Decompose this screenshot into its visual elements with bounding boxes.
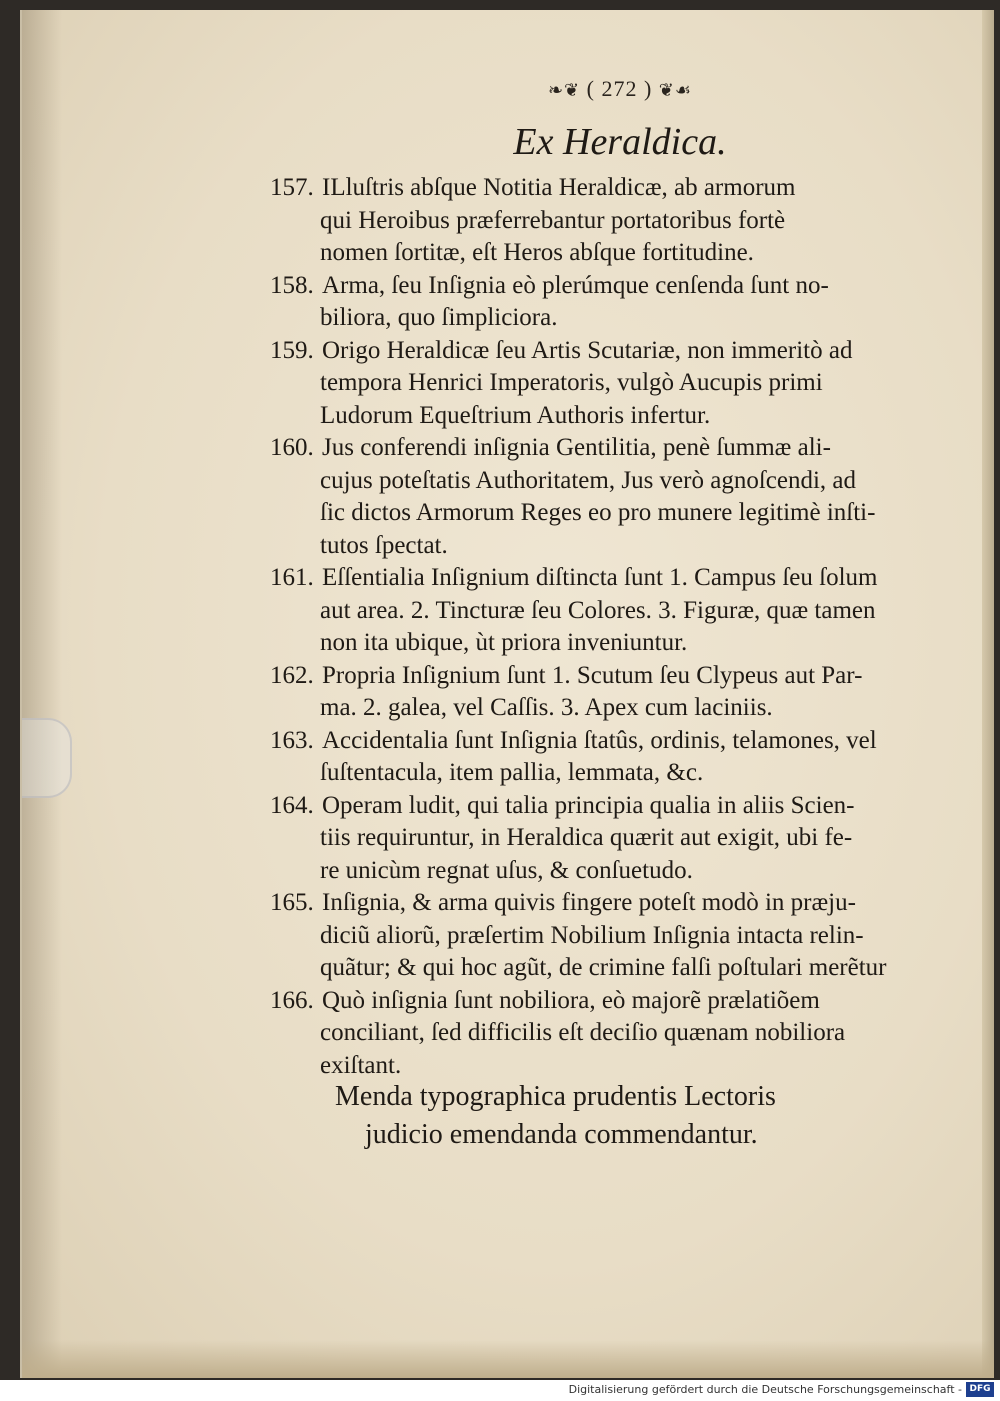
entry-first-line — [270, 270, 965, 303]
closing-line-2: judicio emendanda commendantur. — [365, 1119, 758, 1150]
entry-number: 162. — [270, 661, 314, 689]
entry-line: conciliant, ſed difficilis eſt deciſio quænam nobiliora — [320, 1019, 846, 1046]
page-edge — [982, 10, 994, 1378]
entry-line: Quò inſignia ſunt nobiliora, eò majorẽ prælatiõem — [322, 986, 820, 1014]
entry-line: diciũ aliorũ, præſertim Nobilium Inſignia intacta relin- — [320, 921, 864, 949]
entry-166 — [270, 985, 965, 1083]
entry-number: 161. — [270, 564, 314, 591]
entry-line: Inſignia, & arma quivis fingere poteſt modò in præju- — [322, 889, 856, 916]
entry-number: 163. — [270, 726, 314, 754]
entry-line: Operam ludit, qui talia principia qualia in aliis Scien- — [322, 791, 855, 819]
page-header — [500, 76, 740, 102]
entry-line: nomen ſortitæ, eſt Heros abſque fortitudine. — [320, 239, 754, 266]
entry-line: qui Heroibus præferrebantur portatoribus fortè — [320, 206, 786, 234]
entry-line: Jus conferendi inſignia Gentilitia, penè ſummæ ali- — [322, 434, 831, 461]
entry-line: non ita ubique, ùt priora inveniuntur. — [320, 629, 688, 656]
entry-number: 164. — [270, 791, 314, 819]
binding-shadow — [22, 10, 62, 1378]
section-title: Ex Heraldica. — [513, 121, 727, 163]
entry-line: ſuſtentacula, item pallia, lemmata, &c. — [320, 759, 704, 786]
entry-line: tempora Henrici Imperatoris, vulgò Aucupis primi — [320, 369, 823, 396]
entry-number: 160. — [270, 434, 314, 461]
entry-line: Accidentalia ſunt Inſignia ſtatûs, ordinis, telamones, vel — [322, 726, 877, 754]
closing-note — [335, 1078, 895, 1154]
page-number: ( 272 ) — [586, 76, 653, 101]
footer-bar — [0, 1380, 1000, 1401]
entry-165 — [270, 887, 965, 985]
entry-list — [270, 172, 965, 1082]
entry-161 — [270, 562, 965, 660]
page-bottom-edge — [22, 1340, 994, 1378]
entry-160 — [270, 432, 965, 562]
entry-first-line — [270, 725, 965, 758]
closing-line-1: Menda typographica prudentis Lectoris — [335, 1081, 776, 1112]
entry-first-line — [270, 172, 965, 205]
entry-157 — [270, 172, 965, 270]
entry-line: cujus poteſtatis Authoritatem, Jus verò agnoſcendi, ad — [320, 466, 856, 494]
entry-number: 159. — [270, 336, 314, 364]
footer-credit: Digitalisierung gefördert durch die Deutsche Forschungsgemeinschaft - — [568, 1383, 962, 1396]
entry-164 — [270, 790, 965, 888]
entry-line: exiſtant. — [320, 1051, 402, 1079]
entry-line: tiis requiruntur, in Heraldica quærit aut exigit, ubi fe- — [320, 824, 853, 851]
entry-line: Arma, ſeu Inſignia eò plerúmque cenſenda ſunt no- — [322, 271, 829, 299]
entry-line: ILluſtris abſque Notitia Heraldicæ, ab armorum — [322, 174, 796, 201]
dfg-logo: DFG — [966, 1382, 994, 1397]
ornament-right-icon: ❦☙ — [658, 80, 693, 100]
entry-line: re unicùm regnat uſus, & conſuetudo. — [320, 856, 693, 884]
entry-158 — [270, 270, 965, 335]
entry-line: Eſſentialia Inſignium diſtincta ſunt 1. Campus ſeu ſolum — [322, 564, 878, 591]
entry-line: ma. 2. galea, vel Caſſis. 3. Apex cum laciniis. — [320, 694, 773, 721]
entry-number: 157. — [270, 174, 314, 201]
entry-line: biliora, quo ſimpliciora. — [320, 304, 558, 331]
entry-line: quãtur; & qui hoc agũt, de crimine falſi poſtulari merẽtur — [320, 954, 887, 981]
entry-line: Origo Heraldicæ ſeu Artis Scutariæ, non immeritò ad — [322, 336, 853, 364]
entry-first-line — [270, 562, 965, 595]
entry-number: 166. — [270, 986, 314, 1014]
paper-clip — [22, 718, 72, 798]
entry-line: tutos ſpectat. — [320, 531, 448, 559]
entry-159 — [270, 335, 965, 433]
entry-first-line — [270, 335, 965, 368]
entry-162 — [270, 660, 965, 725]
ornament-left-icon: ❧❦ — [547, 80, 581, 100]
entry-first-line — [270, 985, 965, 1018]
entry-number: 165. — [270, 889, 314, 916]
entry-line: Propria Inſignium ſunt 1. Scutum ſeu Clypeus aut Par- — [322, 661, 863, 689]
entry-number: 158. — [270, 271, 314, 299]
entry-line: aut area. 2. Tincturæ ſeu Colores. 3. Figuræ, quæ tamen — [320, 596, 876, 624]
entry-line: Ludorum Equeſtrium Authoris infertur. — [320, 401, 711, 429]
entry-first-line — [270, 790, 965, 823]
entry-first-line — [270, 432, 965, 465]
entry-line: ſic dictos Armorum Reges eo pro munere legitimè inſti- — [320, 499, 876, 526]
entry-first-line — [270, 887, 965, 920]
entry-163 — [270, 725, 965, 790]
entry-first-line — [270, 660, 965, 693]
